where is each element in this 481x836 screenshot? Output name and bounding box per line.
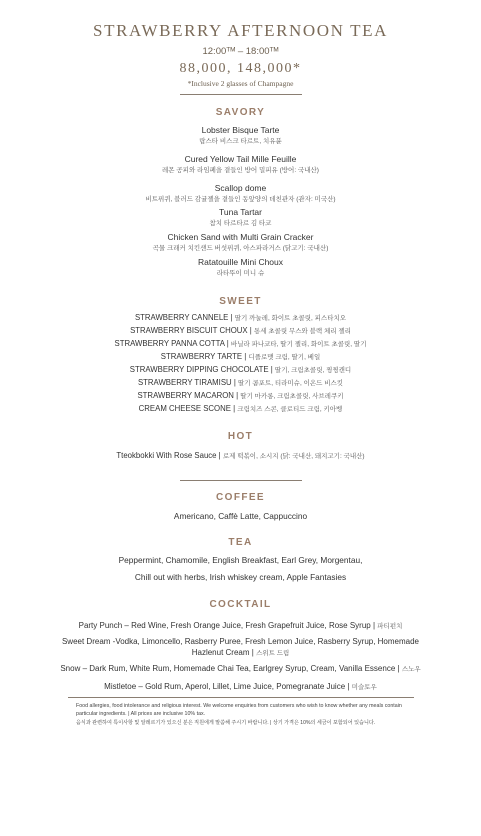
- section-tea: [0, 536, 481, 585]
- item-name: Sweet Dream -Vodka, Limoncello, Rasberry Puree, Fresh Lemon Juice, Rasberry Syrup, Homemade Hazlenut Cream: [61, 637, 420, 657]
- tea-list-line: Chill out with herbs, Irish whiskey cream, Apple Fantasies: [134, 572, 347, 582]
- item-name: STRAWBERRY MACARON: [137, 391, 234, 400]
- section-heading-sweet: SWEET: [219, 296, 262, 307]
- section-heading-savory: SAVORY: [215, 107, 266, 118]
- item-name: Party Punch – Red Wine, Fresh Orange Juice, Fresh Grapefruit Juice, Rose Syrup: [78, 621, 371, 630]
- item-name: STRAWBERRY DIPPING CHOCOLATE: [129, 365, 269, 374]
- tea-list-line: Peppermint, Chamomile, English Breakfast, Earl Grey, Morgentau,: [118, 555, 363, 565]
- item-name: Tuna Tartar: [219, 207, 262, 217]
- item-name: Cured Yellow Tail Mille Feuille: [184, 154, 297, 164]
- item-description: 스노우: [401, 666, 421, 673]
- list-item: Mistletoe – Gold Rum, Aperol, Lillet, Lime Juice, Pomegranate Juice | 미슬토우: [104, 682, 377, 691]
- item-description: 바닐라 파나코타, 딸기 젤리, 화이트 초콜릿, 딸기: [230, 341, 367, 348]
- section-heading-hot: HOT: [227, 431, 254, 442]
- list-item: Tteokbokki With Rose Sauce | 로제 떡볶이, 소시지 (닭: 국내산, 돼지고기: 국내산): [116, 451, 365, 460]
- footer-divider: [68, 697, 414, 698]
- section-savory: [0, 106, 481, 278]
- item-name: Mistletoe – Gold Rum, Aperol, Lillet, Lime Juice, Pomegranate Juice: [104, 682, 346, 691]
- section-sweet: [0, 295, 481, 416]
- menu-item: [0, 183, 481, 204]
- list-item: STRAWBERRY TARTE | 디플로맷 크림, 딸기, 베일: [160, 352, 321, 361]
- item-description: 레몬 공피와 라임폐을 곁들인 방어 밀피유 (방어: 국내산): [162, 167, 319, 174]
- item-name: STRAWBERRY TARTE: [160, 352, 243, 361]
- menu-title: STRAWBERRY AFTERNOON TEA: [93, 21, 388, 40]
- list-item: STRAWBERRY TIRAMISU | 딸기 콤포트, 티라미슈, 이온드 비스킷: [137, 378, 344, 387]
- item-name: Tteokbokki With Rose Sauce: [116, 451, 217, 460]
- item-description: 통세 초콜릿 무스와 블랙 체리 젤리: [253, 328, 351, 335]
- item-description: 딸기 까눌레, 화이트 초콜릿, 피스타치오: [234, 315, 347, 322]
- header-divider: [180, 94, 302, 95]
- menu-price: 88,000, 148,000*: [179, 61, 302, 76]
- list-item: STRAWBERRY MACARON | 딸기 마카롱, 크림초콜릿, 사브레쿠키: [137, 391, 344, 400]
- section-hot: [0, 430, 481, 463]
- item-name: STRAWBERRY TIRAMISU: [137, 378, 232, 387]
- section-heading-tea: TEA: [228, 537, 253, 548]
- menu-item: [0, 232, 481, 253]
- section-coffee: [0, 491, 481, 524]
- sweet-list: [0, 312, 481, 416]
- list-item: STRAWBERRY DIPPING CHOCOLATE | 딸기, 크림초콜릿, 찡찡캔디: [129, 365, 352, 374]
- item-description: 미슬토우: [351, 684, 377, 691]
- list-item: STRAWBERRY PANNA COTTA | 바닐라 파나코타, 딸기 젤리, 화이트 초콜릿, 딸기: [114, 339, 367, 348]
- item-description: 딸기, 크림초콜릿, 찡찡캔디: [274, 367, 352, 374]
- item-name: Ratatouille Mini Choux: [197, 257, 284, 267]
- service-hours: 12:00ᵀᴹ – 18:00ᵀᴹ: [202, 46, 279, 57]
- item-name: Chicken Sand with Multi Grain Cracker: [167, 232, 314, 242]
- item-description: 디플로맷 크림, 딸기, 베일: [248, 354, 321, 361]
- menu-item: [0, 154, 481, 175]
- item-name: STRAWBERRY BISCUIT CHOUX: [130, 326, 248, 335]
- list-item: STRAWBERRY CANNELE | 딸기 까눌레, 화이트 초콜릿, 피스타치오: [134, 313, 347, 322]
- item-description: 딸기 마카롱, 크림초콜릿, 사브레쿠키: [240, 393, 344, 400]
- item-name: Lobster Bisque Tarte: [201, 125, 280, 135]
- item-name: Snow – Dark Rum, White Rum, Homemade Chai Tea, Earlgrey Syrup, Cream, Vanilla Essence: [60, 664, 396, 673]
- section-cocktail: [0, 598, 481, 693]
- item-description: 크림치즈 스콘, 클로티드 크림, 키아벵: [237, 406, 343, 413]
- item-name: Scallop dome: [214, 183, 267, 193]
- item-description: 라타뚜이 미니 슈: [216, 270, 265, 277]
- list-item: Sweet Dream -Vodka, Limoncello, Rasberry Puree, Fresh Lemon Juice, Rasberry Syrup, Homemade Hazlenut Cream | 스위트 드림: [61, 637, 420, 657]
- item-name: STRAWBERRY PANNA COTTA: [114, 339, 225, 348]
- item-description: 비트퓌퀴, 블러드 감귤젤을 곁들인 동앞양의 데친관자 (관자: 미국산): [145, 196, 336, 203]
- item-description: 랍스타 비스크 타르트, 치유퓬: [199, 138, 282, 145]
- list-item: Party Punch – Red Wine, Fresh Orange Juice, Fresh Grapefruit Juice, Rose Syrup | 파티펀치: [78, 621, 403, 630]
- list-item: STRAWBERRY BISCUIT CHOUX | 통세 초콜릿 무스와 블랙 체리 젤리: [130, 326, 351, 335]
- section-heading-cocktail: COCKTAIL: [209, 599, 272, 610]
- menu-item: [0, 207, 481, 228]
- footer-notice: [0, 702, 481, 727]
- coffee-list: Americano, Caffè Latte, Cappuccino: [173, 511, 308, 521]
- item-description: 곡물 크래커 치킨샌드 버섯퓌퀴, 아스파라거스 (닭고기: 국내산): [152, 245, 329, 252]
- item-description: 참치 타르타르 김 타코: [209, 220, 272, 227]
- list-item: Snow – Dark Rum, White Rum, Homemade Chai Tea, Earlgrey Syrup, Cream, Vanilla Essence | 스노우: [60, 664, 421, 673]
- item-name: STRAWBERRY CANNELE: [134, 313, 229, 322]
- item-description: 스위트 드림: [256, 650, 290, 657]
- section-heading-coffee: COFFEE: [216, 492, 265, 503]
- section-divider: [180, 480, 302, 481]
- footer-korean: 음식과 관련하여 특이사항 및 알레르기가 있으신 분은 직원에게 말씀해 주시기 바랍니다. | 상기 가격은 10%의 세금이 포함되어 있습니다.: [76, 720, 376, 726]
- item-name: CREAM CHEESE SCONE: [138, 404, 231, 413]
- menu-item: [0, 125, 481, 146]
- item-description: 파티펀치: [377, 623, 403, 630]
- footer-english: Food allergies, food intolerance and religious interest. We welcome enquiries from customers who wish to know whether any meals contain particular ingredients. | All prices are inclusive 10% tax.: [76, 703, 402, 717]
- price-note: *Inclusive 2 glasses of Champagne: [187, 79, 294, 88]
- item-description: 딸기 콤포트, 티라미슈, 이온드 비스킷: [238, 380, 344, 387]
- menu-item: [0, 257, 481, 278]
- item-description: 로제 떡볶이, 소시지 (닭: 국내산, 돼지고기: 국내산): [222, 453, 365, 460]
- list-item: CREAM CHEESE SCONE | 크림치즈 스콘, 클로티드 크림, 키아벵: [138, 404, 343, 413]
